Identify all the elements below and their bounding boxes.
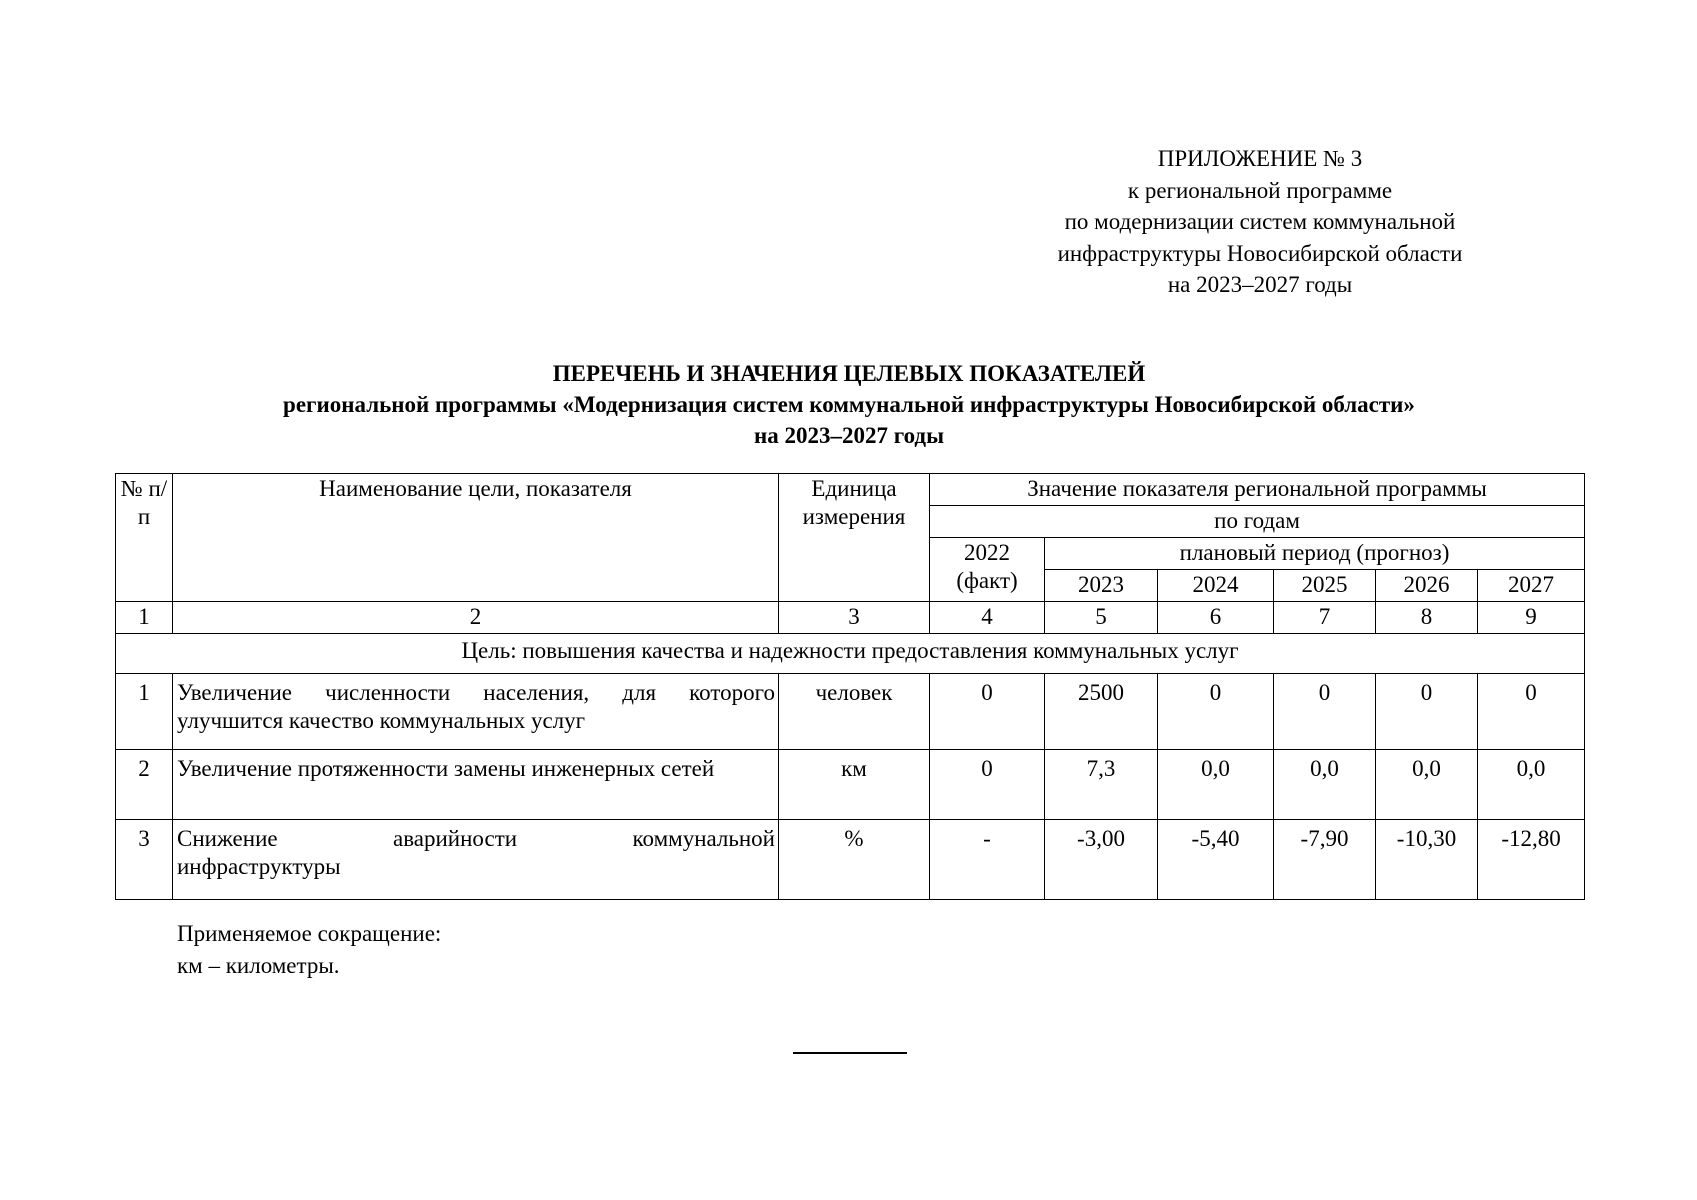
row-value: 0 xyxy=(1274,674,1376,750)
column-numbers-row xyxy=(116,602,1585,634)
row-value: -7,90 xyxy=(1274,820,1376,900)
header-name: Наименование цели, показателя xyxy=(173,474,779,602)
row-value: -12,80 xyxy=(1478,820,1585,900)
row-value: 2500 xyxy=(1045,674,1158,750)
column-number: 3 xyxy=(779,602,930,634)
row-name xyxy=(173,750,779,820)
row-unit: км xyxy=(779,750,930,820)
column-number: 8 xyxy=(1376,602,1478,634)
row-value: 0 xyxy=(930,750,1045,820)
header-by-years: по годам xyxy=(930,506,1585,538)
row-num: 3 xyxy=(116,820,173,900)
title-line-3: на 2023–2027 годы xyxy=(753,423,945,448)
row-name-line: Увеличение протяженности замены инженерных сетей xyxy=(177,756,715,781)
row-value: 0,0 xyxy=(1478,750,1585,820)
appendix-line: к региональной программе xyxy=(1127,177,1393,203)
row-name xyxy=(173,674,779,750)
goal-text: Цель: повышения качества и надежности предоставления коммунальных услуг xyxy=(116,634,1585,674)
row-name xyxy=(173,820,779,900)
row-value: -10,30 xyxy=(1376,820,1478,900)
column-number: 5 xyxy=(1045,602,1158,634)
column-number: 2 xyxy=(173,602,779,634)
appendix-line: инфраструктуры Новосибирской области xyxy=(1057,240,1463,266)
row-value: 0,0 xyxy=(1274,750,1376,820)
row-num: 2 xyxy=(116,750,173,820)
row-value: 0 xyxy=(1158,674,1274,750)
abbreviation-note xyxy=(177,918,441,982)
header-fact: 2022 (факт) xyxy=(930,538,1045,602)
header-plan: плановый период (прогноз) xyxy=(1045,538,1585,570)
abbreviation-text: км – километры. xyxy=(177,953,340,978)
table-row xyxy=(116,674,1585,750)
row-value: -3,00 xyxy=(1045,820,1158,900)
header-year: 2027 xyxy=(1478,570,1585,602)
row-value: 7,3 xyxy=(1045,750,1158,820)
row-unit: человек xyxy=(779,674,930,750)
header-num: № п/п xyxy=(116,474,173,602)
appendix-line: по модернизации систем коммунальной xyxy=(1064,209,1456,234)
title-line-2: региональной программы «Модернизация систем коммунальной инфраструктуры Новосибирской области» xyxy=(283,392,1415,417)
row-name-line: инфраструктуры xyxy=(177,854,341,879)
header-unit: Единица измерения xyxy=(779,474,930,602)
column-number: 4 xyxy=(930,602,1045,634)
indicators-table xyxy=(115,473,1585,900)
header-year: 2026 xyxy=(1376,570,1478,602)
end-line xyxy=(793,1052,907,1054)
header-year: 2025 xyxy=(1274,570,1376,602)
row-value: -5,40 xyxy=(1158,820,1274,900)
column-number: 6 xyxy=(1158,602,1274,634)
goal-row xyxy=(116,634,1585,674)
row-name-line: Увеличение численности населения, для которого xyxy=(177,680,775,705)
document-title xyxy=(115,358,1583,451)
appendix-line: ПРИЛОЖЕНИЕ № 3 xyxy=(1157,146,1363,171)
table-row xyxy=(116,820,1585,900)
row-value: 0,0 xyxy=(1376,750,1478,820)
header-year: 2024 xyxy=(1158,570,1274,602)
column-number: 9 xyxy=(1478,602,1585,634)
row-value: - xyxy=(930,820,1045,900)
row-num: 1 xyxy=(116,674,173,750)
abbreviation-label: Применяемое сокращение: xyxy=(177,921,442,946)
header-values: Значение показателя региональной программы xyxy=(930,474,1585,506)
column-number: 1 xyxy=(116,602,173,634)
row-value: 0 xyxy=(1478,674,1585,750)
row-name-line: Снижение аварийности коммунальной xyxy=(177,826,775,851)
row-unit: % xyxy=(779,820,930,900)
appendix-header xyxy=(1030,143,1490,301)
header-row-1 xyxy=(116,474,1585,506)
appendix-line: на 2023–2027 годы xyxy=(1167,272,1353,297)
row-value: 0,0 xyxy=(1158,750,1274,820)
row-value: 0 xyxy=(1376,674,1478,750)
row-value: 0 xyxy=(930,674,1045,750)
column-number: 7 xyxy=(1274,602,1376,634)
title-line-1: ПЕРЕЧЕНЬ И ЗНАЧЕНИЯ ЦЕЛЕВЫХ ПОКАЗАТЕЛЕЙ xyxy=(552,361,1146,386)
row-name-line: улучшится качество коммунальных услуг xyxy=(177,708,586,733)
table-row xyxy=(116,750,1585,820)
header-year: 2023 xyxy=(1045,570,1158,602)
